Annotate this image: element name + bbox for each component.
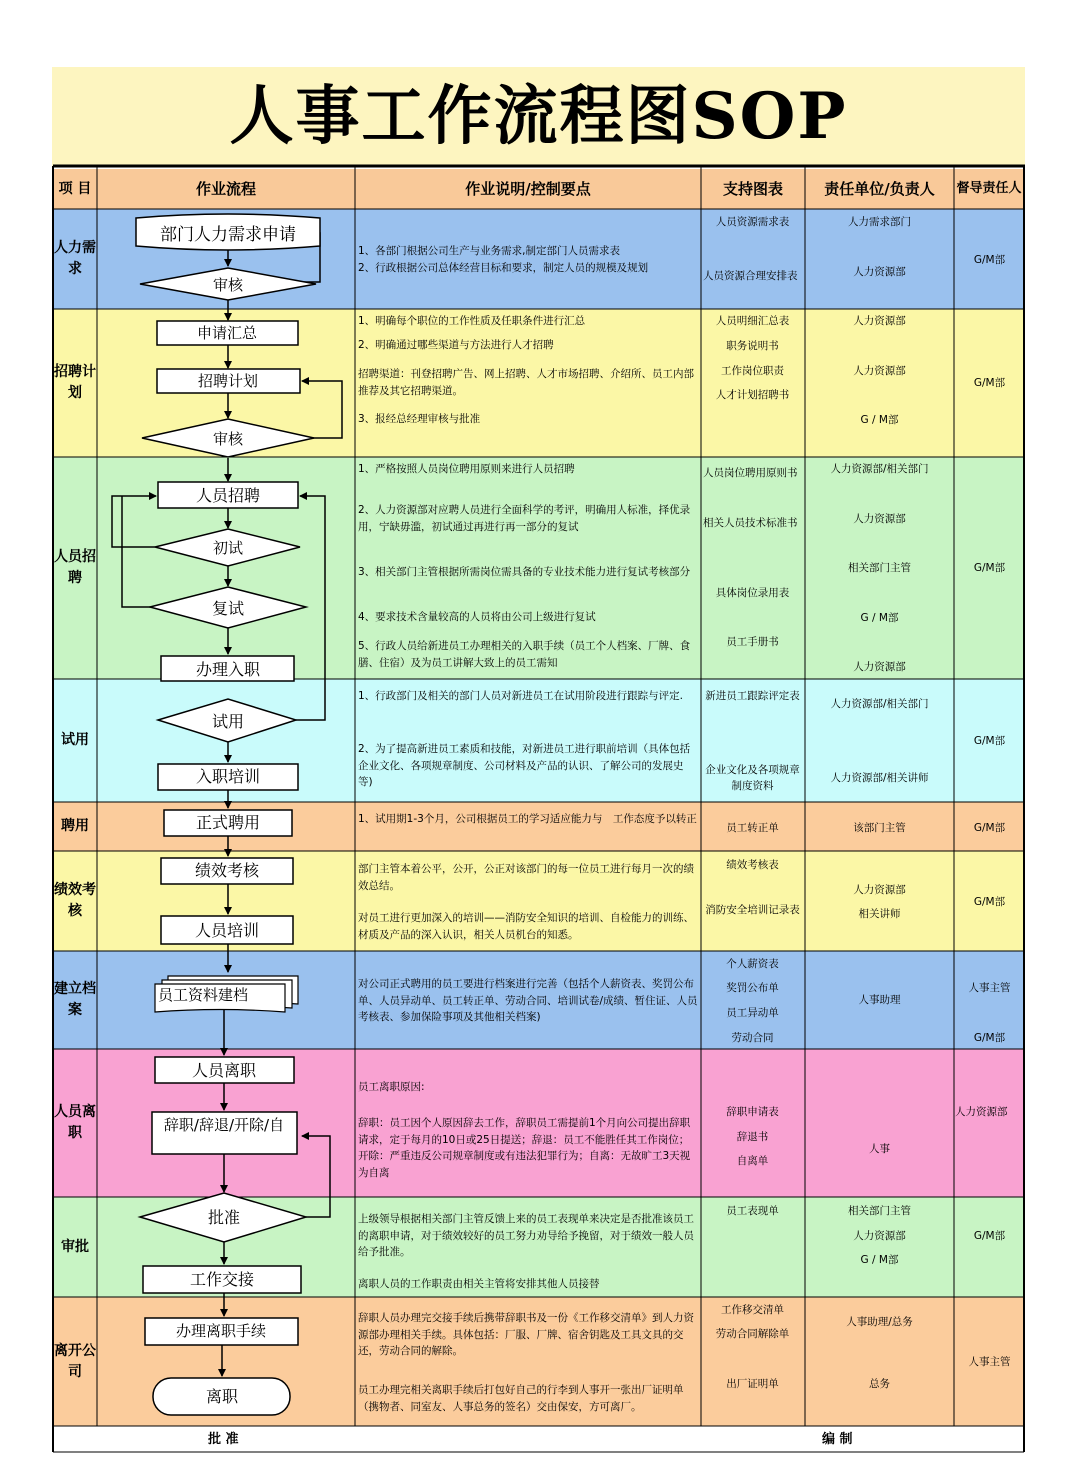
svg-text:招聘计划: 招聘计划 bbox=[197, 372, 259, 390]
form-item: 员工表现单 bbox=[726, 1205, 779, 1217]
desc-text: 对员工进行更加深入的培训——消防安全知识的培训、自检能力的训练、材质及产品的深入认识，相关人员机台的知悉。 bbox=[358, 912, 694, 941]
node-handover bbox=[143, 1266, 301, 1293]
desc-text: 2、行政根据公司总体经营目标和要求，制定人员的规模及规划 bbox=[358, 262, 649, 274]
form-item: 企业文化及各项规章制度资料 bbox=[705, 764, 800, 792]
svg-text:初试: 初试 bbox=[212, 539, 244, 557]
svg-text:入职培训: 入职培训 bbox=[195, 767, 261, 786]
desc-text: 1、各部门根据公司生产与业务需求,制定部门人员需求表 bbox=[358, 245, 621, 257]
desc-text: 辞职：员工因个人原因辞去工作，辞职员工需提前1个月向公司提出辞职请求，定于每月的10日或25日提送；辞退：员工不能胜任其工作岗位；开除：严重违反公司规章制度或有违法犯罪行为；自离：无故旷工3天视为自离 bbox=[358, 1117, 691, 1179]
owner-item: 人事助理/总务 bbox=[846, 1316, 913, 1328]
desc-text: 2、为了提高新进员工素质和技能，对新进员工进行职前培训（具体包括企业文化、各项规章制度、公司材料及产品的认识、了解公司的发展史等) bbox=[358, 743, 691, 788]
owner-item: 相关讲师 bbox=[858, 908, 901, 920]
supervisor-item: G/M部 bbox=[973, 1230, 1006, 1242]
footer-approve: 批 准 bbox=[208, 1432, 239, 1447]
svg-text:试用: 试用 bbox=[211, 712, 245, 731]
supervisor-item: G/M部 bbox=[973, 377, 1006, 389]
desc-text: 4、要求技术含量较高的人员将由公司上级进行复试 bbox=[358, 611, 596, 623]
form-item: 消防安全培训记录表 bbox=[705, 904, 800, 916]
owner-item: 人力资源部 bbox=[853, 315, 906, 327]
header-supervisor: 督导责任人 bbox=[956, 181, 1022, 196]
owner-item: 人力资源部 bbox=[853, 266, 906, 278]
desc-text: 2、明确通过哪些渠道与方法进行人才招聘 bbox=[358, 339, 554, 351]
project-label: 人员招聘 bbox=[54, 549, 96, 586]
node-resign-types bbox=[152, 1112, 297, 1154]
node-formal-hire bbox=[164, 810, 292, 836]
node-archive bbox=[155, 976, 298, 1012]
project-label: 建立档案 bbox=[54, 981, 96, 1018]
project-label: 试用 bbox=[61, 732, 89, 748]
svg-text:绩效考核: 绩效考核 bbox=[194, 861, 260, 880]
form-item: 新进员工跟踪评定表 bbox=[705, 690, 800, 702]
svg-text:办理入职: 办理入职 bbox=[195, 660, 261, 679]
svg-text:复试: 复试 bbox=[211, 599, 245, 618]
form-item: 辞职申请表 bbox=[726, 1106, 779, 1118]
project-label: 绩效考核 bbox=[54, 882, 96, 919]
supervisor-item: G/M部 bbox=[973, 1032, 1006, 1044]
owner-item: 人力资源部/相关部门 bbox=[830, 698, 929, 710]
node-recruit bbox=[158, 482, 298, 508]
desc-text: 5、行政人员给新进员工办理相关的入职手续（员工个人档案、厂牌、食膳、住宿）及为员工讲解大致上的员工需知 bbox=[358, 640, 691, 669]
project-label: 人力需求 bbox=[54, 240, 96, 277]
svg-text:离职: 离职 bbox=[205, 1387, 239, 1406]
desc-text: 员工离职原因: bbox=[358, 1081, 425, 1093]
header-flow: 作业流程 bbox=[195, 180, 256, 198]
node-staff-training bbox=[161, 916, 293, 944]
svg-text:申请汇总: 申请汇总 bbox=[196, 324, 258, 342]
node-second-interview bbox=[150, 587, 306, 628]
form-item: 员工异动单 bbox=[726, 1007, 779, 1019]
form-item: 职务说明书 bbox=[726, 340, 779, 352]
owner-item: 人力资源部/相关讲师 bbox=[830, 772, 929, 784]
svg-text:审核: 审核 bbox=[212, 430, 244, 448]
desc-text: 1、明确每个职位的工作性质及任职条件进行汇总 bbox=[358, 315, 586, 327]
owner-item: 人力资源部 bbox=[853, 365, 906, 377]
header-forms: 支持图表 bbox=[722, 180, 783, 198]
desc-text: 2、人力资源部对应聘人员进行全面科学的考评，明确用人标准，择优录用，宁缺毋滥，初试通过再进行再一部分的复试 bbox=[358, 504, 691, 533]
svg-text:正式聘用: 正式聘用 bbox=[195, 813, 261, 832]
node-exit bbox=[153, 1378, 290, 1415]
owner-item: G / M部 bbox=[860, 1254, 899, 1266]
supervisor-item: G/M部 bbox=[973, 254, 1006, 266]
owner-item: G / M部 bbox=[860, 414, 899, 426]
node-onboard bbox=[161, 656, 294, 681]
svg-text:员工资料建档: 员工资料建档 bbox=[158, 986, 249, 1004]
form-item: 人员岗位聘用原则书 bbox=[703, 467, 798, 479]
node-recruit-plan bbox=[157, 369, 300, 393]
desc-text: 1、行政部门及相关的部门人员对新进员工在试用阶段进行跟踪与评定. bbox=[358, 690, 684, 702]
desc-text: 员工办理完相关离职手续后打包好自己的行李到人事开一张出厂证明单（携物者、同室友、人事总务的签名）交由保安，方可离厂。 bbox=[358, 1384, 684, 1413]
project-label: 聘用 bbox=[61, 818, 89, 834]
form-item: 自离单 bbox=[736, 1155, 769, 1167]
form-item: 出厂证明单 bbox=[726, 1378, 779, 1390]
node-approve bbox=[140, 1193, 306, 1242]
svg-text:辞职/辞退/开除/自: 辞职/辞退/开除/自 bbox=[163, 1116, 285, 1134]
node-resign bbox=[155, 1057, 294, 1083]
desc-text: 1、试用期1-3个月，公司根据员工的学习适应能力与 工作态度予以转正 bbox=[358, 813, 697, 825]
svg-text:人员招聘: 人员招聘 bbox=[195, 486, 261, 505]
footer-compile: 编 制 bbox=[822, 1432, 853, 1447]
owner-item: 总务 bbox=[869, 1378, 890, 1390]
form-item: 劳动合同 bbox=[731, 1032, 774, 1044]
node-summary bbox=[157, 321, 298, 345]
desc-text: 招聘渠道：刊登招聘广告、网上招聘、人才市场招聘、介绍所、员工内部推荐及其它招聘渠道。 bbox=[358, 368, 694, 397]
desc-text: 离职人员的工作职责由相关主管将安排其他人员接替 bbox=[358, 1278, 600, 1290]
supervisor-item: G/M部 bbox=[973, 562, 1006, 574]
desc-text: 3、报经总经理审核与批准 bbox=[358, 413, 481, 425]
owner-item: G / M部 bbox=[860, 612, 899, 624]
owner-item: 人力资源部 bbox=[853, 884, 906, 896]
svg-text:审核: 审核 bbox=[212, 276, 244, 294]
svg-text:人员培训: 人员培训 bbox=[194, 921, 260, 940]
svg-text:人员离职: 人员离职 bbox=[191, 1061, 257, 1080]
page-title: 人事工作流程图SOP bbox=[52, 67, 1025, 166]
desc-text: 上级领导根据相关部门主管反馈上来的员工表现单来决定是否批准该员工的离职申请，对于绩效较好的员工努力劝导给予挽留，对于绩效一般人员给予批准。 bbox=[358, 1213, 694, 1258]
project-label: 人员离职 bbox=[54, 1104, 96, 1141]
form-item: 员工转正单 bbox=[726, 822, 779, 834]
project-label: 离开公司 bbox=[54, 1342, 96, 1380]
supervisor-item: G/M部 bbox=[973, 735, 1006, 747]
owner-item: 该部门主管 bbox=[853, 822, 906, 834]
svg-text:工作交接: 工作交接 bbox=[189, 1270, 255, 1289]
node-review-1 bbox=[140, 268, 316, 300]
owner-item: 人力资源部 bbox=[853, 1230, 906, 1242]
form-item: 劳动合同解除单 bbox=[715, 1328, 790, 1340]
form-item: 人员明细汇总表 bbox=[715, 315, 790, 327]
owner-item: 人事 bbox=[869, 1143, 890, 1155]
form-item: 人员资源合理安排表 bbox=[703, 270, 798, 282]
header-project: 项 目 bbox=[58, 181, 92, 197]
form-item: 辞退书 bbox=[736, 1131, 769, 1143]
svg-text:办理离职手续: 办理离职手续 bbox=[175, 1322, 267, 1340]
node-induction-training bbox=[158, 764, 298, 790]
owner-item: 相关部门主管 bbox=[848, 562, 911, 574]
node-first-interview bbox=[155, 529, 300, 566]
supervisor-item: G/M部 bbox=[973, 822, 1006, 834]
node-performance bbox=[161, 858, 293, 884]
desc-text: 辞职人员办理完交接手续后携带辞职书及一份《工作移交清单》到人力资源部办理相关手续。具体包括：厂服、厂牌、宿舍钥匙及工具文具的交还，劳动合同的解除。 bbox=[358, 1312, 694, 1357]
form-item: 工作移交清单 bbox=[721, 1304, 784, 1316]
form-item: 个人薪资表 bbox=[726, 958, 779, 970]
supervisor-item: G/M部 bbox=[973, 896, 1006, 908]
svg-text:部门人力需求申请: 部门人力需求申请 bbox=[160, 225, 296, 245]
node-renli-request bbox=[136, 214, 320, 250]
owner-item: 相关部门主管 bbox=[848, 1205, 911, 1217]
supervisor-item: 人力资源部 bbox=[955, 1106, 1008, 1118]
header-owner: 责任单位/负责人 bbox=[824, 180, 935, 198]
desc-text: 3、相关部门主管根据所需岗位需具备的专业技术能力进行复试考核部分 bbox=[358, 566, 691, 578]
svg-text:批准: 批准 bbox=[207, 1208, 241, 1227]
supervisor-item: 人事主管 bbox=[968, 1356, 1011, 1368]
header-desc: 作业说明/控制要点 bbox=[465, 180, 591, 198]
form-item: 绩效考核表 bbox=[726, 859, 779, 871]
supervisor-item: 人事主管 bbox=[968, 982, 1011, 994]
owner-item: 人事助理 bbox=[858, 994, 901, 1006]
desc-text: 部门主管本着公平，公开，公正对该部门的每一位员工进行每月一次的绩效总结。 bbox=[358, 863, 694, 892]
form-item: 员工手册书 bbox=[726, 636, 779, 648]
node-exit-procedure bbox=[145, 1318, 298, 1345]
form-item: 人才计划招聘书 bbox=[715, 389, 790, 401]
form-item: 相关人员技术标准书 bbox=[703, 517, 798, 529]
form-item: 工作岗位职责 bbox=[721, 365, 784, 377]
form-item: 具体岗位录用表 bbox=[715, 587, 790, 599]
desc-text: 1、严格按照人员岗位聘用原则来进行人员招聘 bbox=[358, 463, 575, 475]
form-item: 人员资源需求表 bbox=[715, 216, 790, 228]
node-review-2 bbox=[142, 419, 314, 457]
project-label: 招聘计划 bbox=[54, 364, 96, 401]
project-label: 审批 bbox=[61, 1238, 89, 1255]
node-probation bbox=[158, 699, 296, 742]
owner-item: 人力资源部 bbox=[853, 513, 906, 525]
owner-item: 人力资源部/相关部门 bbox=[830, 463, 929, 475]
owner-item: 人力资源部 bbox=[853, 661, 906, 673]
desc-text: 对公司正式聘用的员工要进行档案进行完善（包括个人薪资表、奖罚公布单、人员异动单、员工转正单、劳动合同、培训试卷/成绩、暂住证、人员考核表、参加保险事项及其他相关档案) bbox=[358, 978, 698, 1023]
owner-item: 人力需求部门 bbox=[848, 216, 911, 228]
form-item: 奖罚公布单 bbox=[726, 982, 779, 994]
